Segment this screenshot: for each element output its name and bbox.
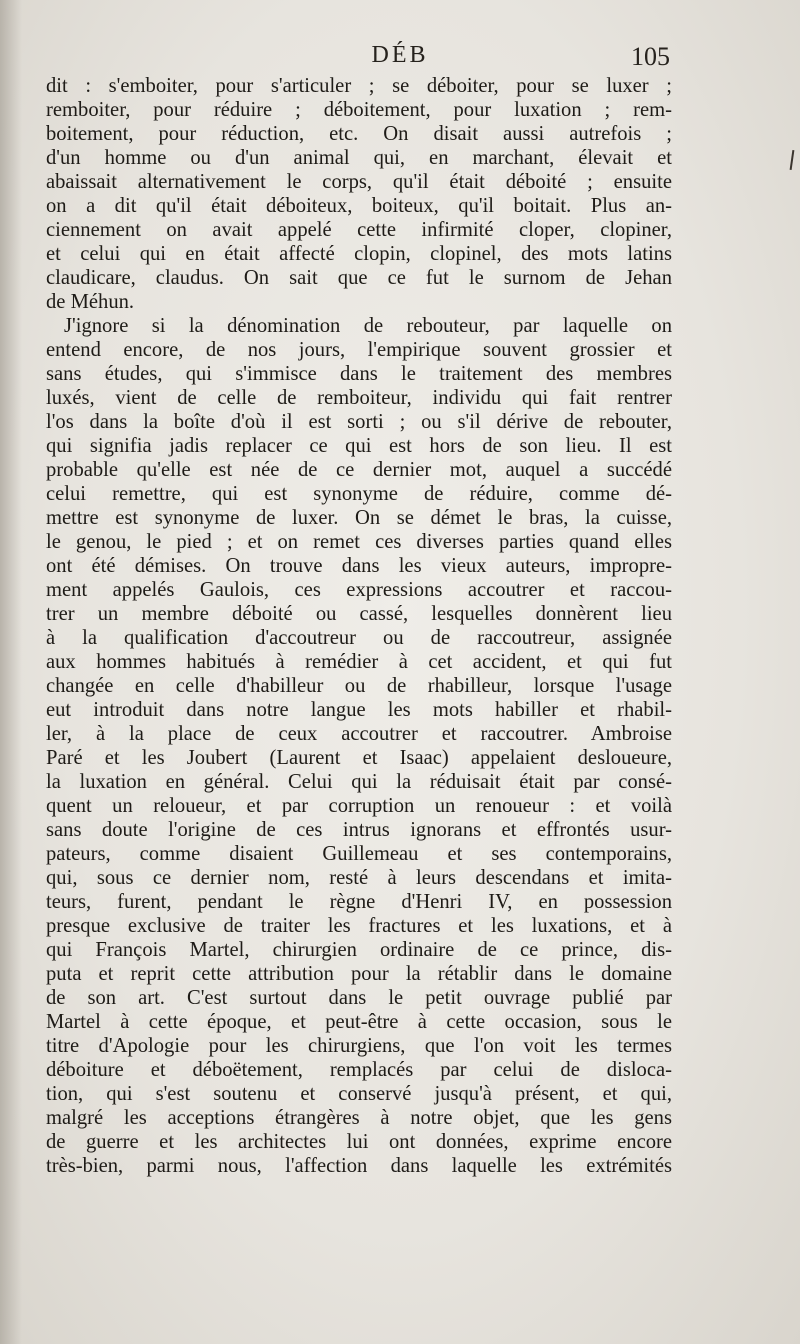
page-gutter-shadow <box>0 0 22 1344</box>
text-line: de son art. C'est surtout dans le petit ouvrage publié par <box>46 987 672 1009</box>
text-line: claudicare, claudus. On sait que ce fut le surnom de Jehan <box>46 267 672 289</box>
text-line: à la qualification d'accoutreur ou de raccoutreur, assignée <box>46 627 672 649</box>
text-line: remboiter, pour réduire ; déboitement, pour luxation ; rem- <box>46 99 672 121</box>
text-line: presque exclusive de traiter les fractures et les luxations, et à <box>46 915 672 937</box>
text-line: probable qu'elle est née de ce dernier mot, auquel a succédé <box>46 459 672 481</box>
margin-mark <box>790 150 795 170</box>
running-head: DÉB <box>371 42 429 68</box>
text-line: quent un reloueur, et par corruption un renoueur : et voilà <box>46 795 672 817</box>
text-line: puta et reprit cette attribution pour la rétablir dans le domaine <box>46 963 672 985</box>
page-number: 105 <box>631 42 670 71</box>
text-line: changée en celle d'habilleur ou de rhabilleur, lorsque l'usage <box>46 675 672 697</box>
text-line: ciennement on avait appelé cette infirmité cloper, clopiner, <box>46 219 672 241</box>
text-line: qui, sous ce dernier nom, resté à leurs descendans et imita- <box>46 867 672 889</box>
text-line: sans doute l'origine de ces intrus ignorans et effrontés usur- <box>46 819 672 841</box>
text-line: titre d'Apologie pour les chirurgiens, que l'on voit les termes <box>46 1035 672 1057</box>
text-line: de guerre et les architectes lui ont données, exprime encore <box>46 1131 672 1153</box>
text-line: mettre est synonyme de luxer. On se démet le bras, la cuisse, <box>46 507 672 529</box>
text-line: qui François Martel, chirurgien ordinaire de ce prince, dis- <box>46 939 672 961</box>
text-line: entend encore, de nos jours, l'empirique souvent grossier et <box>46 339 672 361</box>
text-line: ment appelés Gaulois, ces expressions accoutrer et raccou- <box>46 579 672 601</box>
text-line: l'os dans la boîte d'où il est sorti ; ou s'il dérive de rebouter, <box>46 411 672 433</box>
text-line: tion, qui s'est soutenu et conservé jusqu'à présent, et qui, <box>46 1083 672 1105</box>
text-line: Paré et les Joubert (Laurent et Isaac) appelaient desloueure, <box>46 747 672 769</box>
text-line: la luxation en général. Celui qui la réduisait était par consé- <box>46 771 672 793</box>
text-line: ont été démises. On trouve dans les vieux auteurs, impropre- <box>46 555 672 577</box>
text-line: teurs, furent, pendant le règne d'Henri IV, en possession <box>46 891 672 913</box>
text-line: qui signifia jadis replacer ce qui est hors de son lieu. Il est <box>46 435 672 457</box>
text-line: eut introduit dans notre langue les mots habiller et rhabil- <box>46 699 672 721</box>
text-line: pateurs, comme disaient Guillemeau et ses contemporains, <box>46 843 672 865</box>
text-line: Martel à cette époque, et peut-être à cette occasion, sous le <box>46 1011 672 1033</box>
text-line: boitement, pour réduction, etc. On disait aussi autrefois ; <box>46 123 672 145</box>
text-line: abaissait alternativement le corps, qu'il était déboité ; ensuite <box>46 171 672 193</box>
text-line: très-bien, parmi nous, l'affection dans laquelle les extrémités <box>46 1155 672 1177</box>
text-line: trer un membre déboité ou cassé, lesquelles donnèrent lieu <box>46 603 672 625</box>
text-line: aux hommes habitués à remédier à cet accident, et qui fut <box>46 651 672 673</box>
text-line: le genou, le pied ; et on remet ces diverses parties quand elles <box>46 531 672 553</box>
text-line: et celui qui en était affecté clopin, clopinel, des mots latins <box>46 243 672 265</box>
paragraph-start-line: J'ignore si la dénomination de rebouteur, par laquelle on <box>64 315 672 337</box>
body-text <box>46 74 672 1178</box>
text-line: dit : s'emboiter, pour s'articuler ; se déboiter, pour se luxer ; <box>46 75 672 97</box>
text-line: de Méhun. <box>46 291 135 313</box>
text-line: d'un homme ou d'un animal qui, en marchant, élevait et <box>46 147 672 169</box>
text-line: malgré les acceptions étrangères à notre objet, que les gens <box>46 1107 672 1129</box>
text-line: celui remettre, qui est synonyme de réduire, comme dé- <box>46 483 672 505</box>
text-line: ler, à la place de ceux accoutrer et raccoutrer. Ambroise <box>46 723 672 745</box>
text-line: luxés, vient de celle de remboiteur, individu qui fait rentrer <box>46 387 672 409</box>
text-line: sans études, qui s'immisce dans le traitement des membres <box>46 363 672 385</box>
text-line: déboiture et déboëtement, remplacés par celui de disloca- <box>46 1059 672 1081</box>
text-line: on a dit qu'il était déboiteux, boiteux, qu'il boitait. Plus an- <box>46 195 672 217</box>
page-header <box>0 42 800 78</box>
